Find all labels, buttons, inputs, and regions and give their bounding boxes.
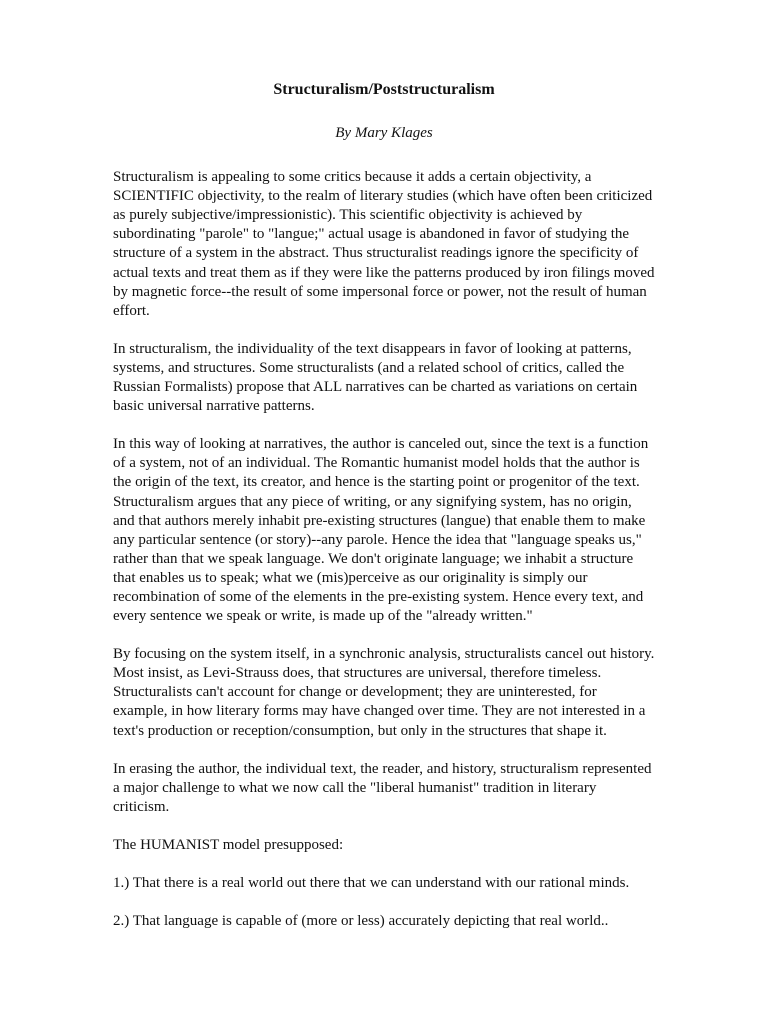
paragraph: In erasing the author, the individual text, the reader, and history, structuralism represented a major challenge to what we now call the "liberal humanist" tradition in literary criticism. [113,760,652,815]
list-item: 1.) That there is a real world out there that we can understand with our rational minds. [113,875,630,891]
document-title: Structuralism/Poststructuralism [273,81,495,98]
list-item: 2.) That language is capable of (more or less) accurately depicting that real world.. [113,913,609,930]
paragraph: In this way of looking at narratives, the author is canceled out, since the text is a function of a system, not of an individual. The Romantic humanist model holds that the author is the origin of the text, its creator, and hence is the starting point or progenitor of the text. Structuralism argues that any piece of writing, or any signifying system, has no origin, and that authors merely inhabit pre-existing structures (langue) that enable them to make any particular sentence (or story)--any parole. Hence the idea that "language speaks us," rather than that we speak language. We don't originate language; we inhabit a structure that enables us to speak; what we (mis)perceive as our originality is simply our recombination of some of the elements in the pre-existing system. Hence every text, and every sentence we speak or write, is made up of the "already written." [113,436,649,625]
paragraph: Structuralism is appealing to some critics because it adds a certain objectivity, a SCIENTIFIC objectivity, to the realm of literary studies (which have often been criticized as purely subjective/impressionistic). This scientific objectivity is achieved by subordinating "parole" to "langue;" actual usage is abandoned in favor of studying the structure of a system in the abstract. Thus structuralist readings ignore the specificity of actual texts and treat them as if they were like the patterns produced by iron filings moved by magnetic force--the result of some impersonal force or power, not the result of human effort. [113,169,655,319]
document-body [113,168,655,931]
paragraph: The HUMANIST model presupposed: [113,836,344,853]
paragraph: By focusing on the system itself, in a synchronic analysis, structuralists cancel out history. Most insist, as Levi-Strauss does, that structures are universal, therefore timeless. Structuralists can't account for change or development; they are uninterested, for example, in how literary forms may have changed over time. They are not interested in a text's production or reception/consumption, but only in the structures that shape it. [113,646,655,739]
paragraph: In structuralism, the individuality of the text disappears in favor of looking at patterns, systems, and structures. Some structuralists (and a related school of critics, called the Russian Formalists) propose that ALL narratives can be charted as variations on certain basic universal narrative patterns. [113,340,638,415]
document-author: By Mary Klages [335,125,433,141]
